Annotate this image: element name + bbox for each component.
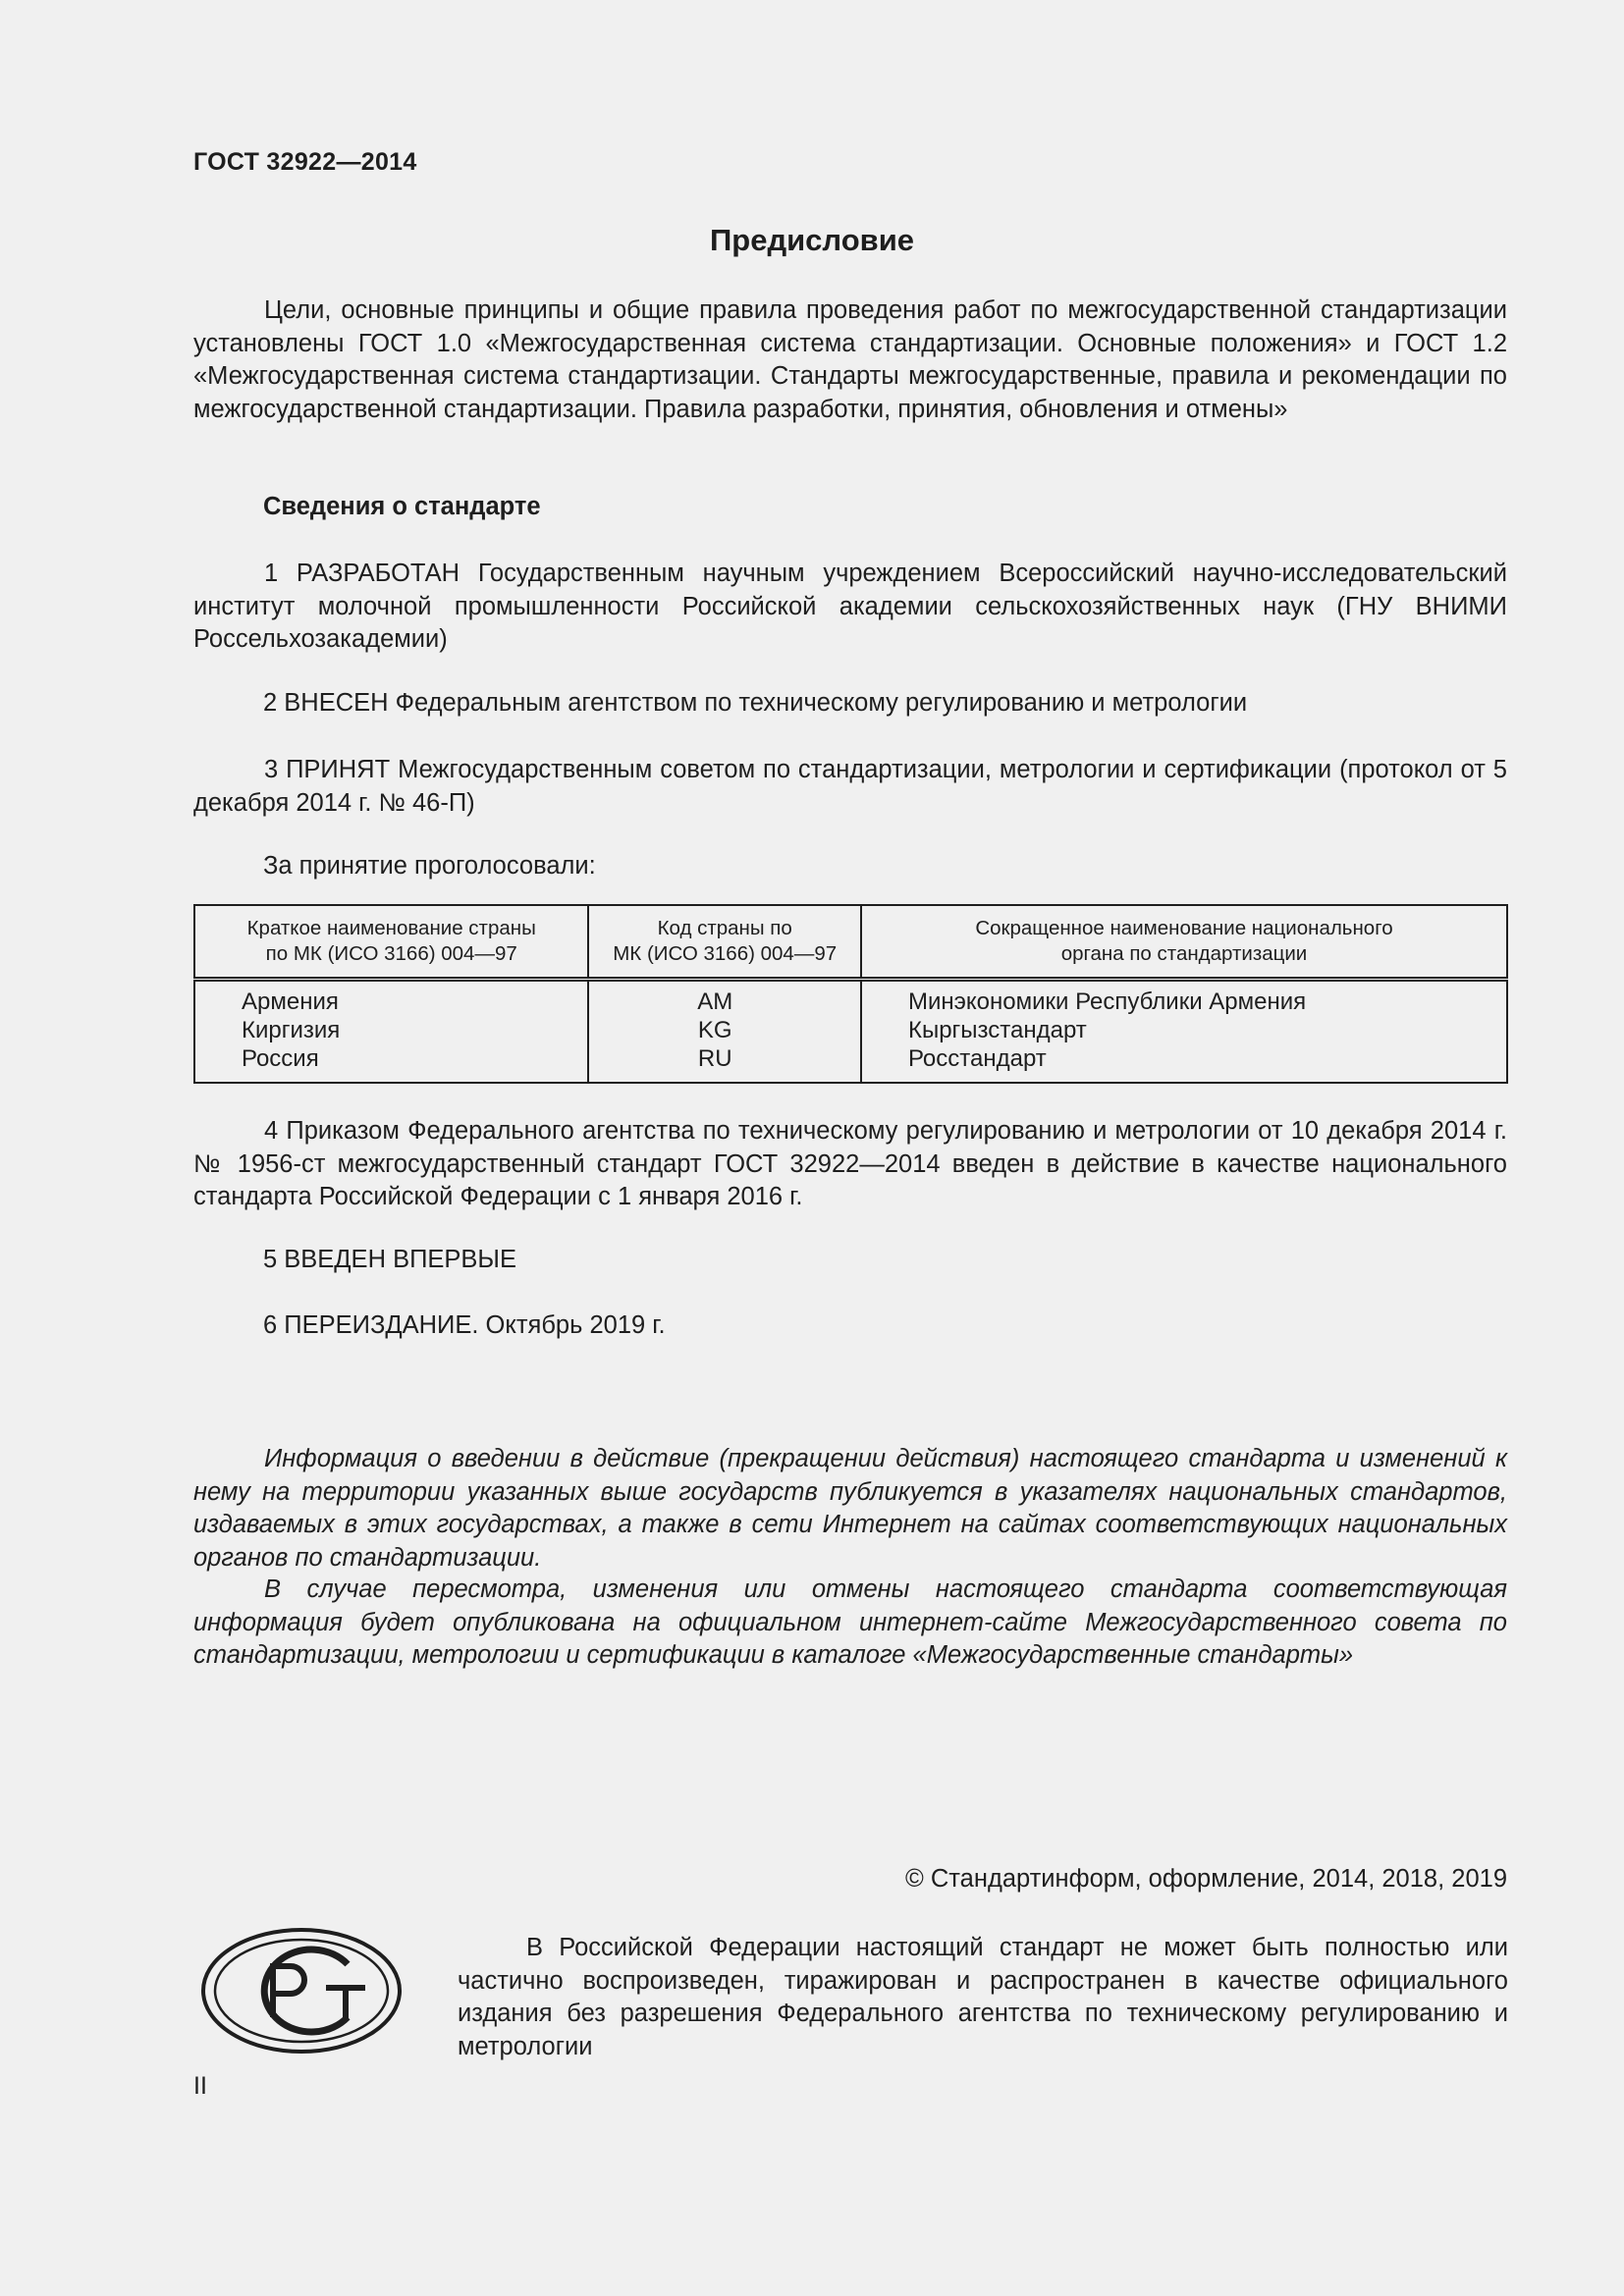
- page-title: Предисловие: [709, 223, 914, 257]
- header-country-line1: Краткое наименование страны: [246, 917, 536, 939]
- header-country: [194, 905, 588, 980]
- country-code: RU: [697, 1045, 732, 1072]
- document-code: ГОСТ 32922—2014: [193, 148, 417, 176]
- item-5: 5 ВВЕДЕН ВПЕРВЫЕ: [263, 1246, 517, 1273]
- italic-note-1-text: Информация о введении в действие (прекращении действия) настоящего стандарта и изменений к нему на территории указанных выше государств публикуется в указателях национальных стандартов, издаваемых в этих государствах, а также в сети Интернет на сайтах соответствующих национальных органов по стандартизации.: [193, 1445, 1507, 1572]
- info-heading: Сведения о стандарте: [263, 493, 541, 520]
- standards-body: Кыргызстандарт: [907, 1017, 1087, 1043]
- header-country-line2: по МК (ИСО 3166) 004—97: [265, 942, 517, 965]
- copyright-notice: [458, 1932, 1508, 2063]
- item-3-text: 3 ПРИНЯТ Межгосударственным советом по стандартизации, метрологии и сертификации (протокол от 5 декабря 2014 г. № 46-П): [193, 756, 1507, 817]
- body-cell: [861, 980, 1507, 1084]
- header-body-line1: Сокращенное наименование национального: [975, 917, 1393, 939]
- item-3: [193, 754, 1507, 820]
- standards-body: Росстандарт: [907, 1045, 1047, 1072]
- copyright-line: © Стандартинформ, оформление, 2014, 2018, 2019: [905, 1865, 1507, 1893]
- country-code: AM: [697, 988, 733, 1015]
- header-code-line2: МК (ИСО 3166) 004—97: [613, 942, 838, 965]
- country-name: Армения: [242, 988, 339, 1015]
- header-code-line1: Код страны по: [657, 917, 792, 939]
- item-6: 6 ПЕРЕИЗДАНИЕ. Октябрь 2019 г.: [263, 1311, 666, 1339]
- item-1: [193, 558, 1507, 657]
- intro-text: Цели, основные принципы и общие правила проведения работ по межгосударственной стандартизации установлены ГОСТ 1.0 «Межгосударственная система стандартизации. Основные положения» и ГОСТ 1.2 «Межгосударственная система стандартизации. Стандарты межгосударственные, правила и рекомендации по межгосударственной стандартизации. Правила разработки, принятия, обновления и отмены»: [193, 296, 1507, 423]
- item-1-text: 1 РАЗРАБОТАН Государственным научным учреждением Всероссийский научно-исследовательский институт молочной промышленности Российской академии сельскохозяйственных наук (ГНУ ВНИМИ Россельхозакадемии): [193, 560, 1507, 653]
- voting-table: [193, 904, 1508, 1084]
- item-2: 2 ВНЕСЕН Федеральным агентством по техническому регулированию и метрологии: [263, 689, 1248, 717]
- copyright-notice-text: В Российской Федерации настоящий стандарт не может быть полностью или частично воспроизведен, тиражирован и распространен в качестве официального издания без разрешения Федерального агентства по техническому регулированию и метрологии: [458, 1934, 1508, 2060]
- italic-note-2: [193, 1574, 1507, 1673]
- italic-note-2-text: В случае пересмотра, изменения или отмены настоящего стандарта соответствующая информация будет опубликована на официальном интернет-сайте Межгосударственного совета по стандартизации, метрологии и сертификации в каталоге «Межгосударственные стандарты»: [193, 1575, 1507, 1669]
- standards-body: Минэкономики Республики Армения: [907, 988, 1307, 1015]
- item-4: [193, 1115, 1507, 1214]
- header-code: [588, 905, 861, 980]
- country-name: Киргизия: [242, 1017, 341, 1043]
- rst-certification-mark-icon: [200, 1927, 403, 2055]
- table-header-row: [194, 905, 1507, 980]
- code-cell: [588, 980, 861, 1084]
- header-body: [861, 905, 1507, 980]
- header-body-line2: органа по стандартизации: [1060, 942, 1308, 965]
- intro-paragraph: [193, 294, 1507, 426]
- country-name: Россия: [242, 1045, 319, 1072]
- country-cell: [194, 980, 588, 1084]
- page-number: II: [193, 2072, 207, 2100]
- table-row: [194, 980, 1507, 1084]
- italic-note-1: [193, 1443, 1507, 1575]
- voted-label: За принятие проголосовали:: [263, 852, 596, 880]
- country-code: KG: [697, 1017, 732, 1043]
- item-4-text: 4 Приказом Федерального агентства по техническому регулированию и метрологии от 10 декабря 2014 г. № 1956-ст межгосударственный стандарт ГОСТ 32922—2014 введен в действие в качестве национального стандарта Российской Федерации с 1 января 2016 г.: [193, 1117, 1507, 1210]
